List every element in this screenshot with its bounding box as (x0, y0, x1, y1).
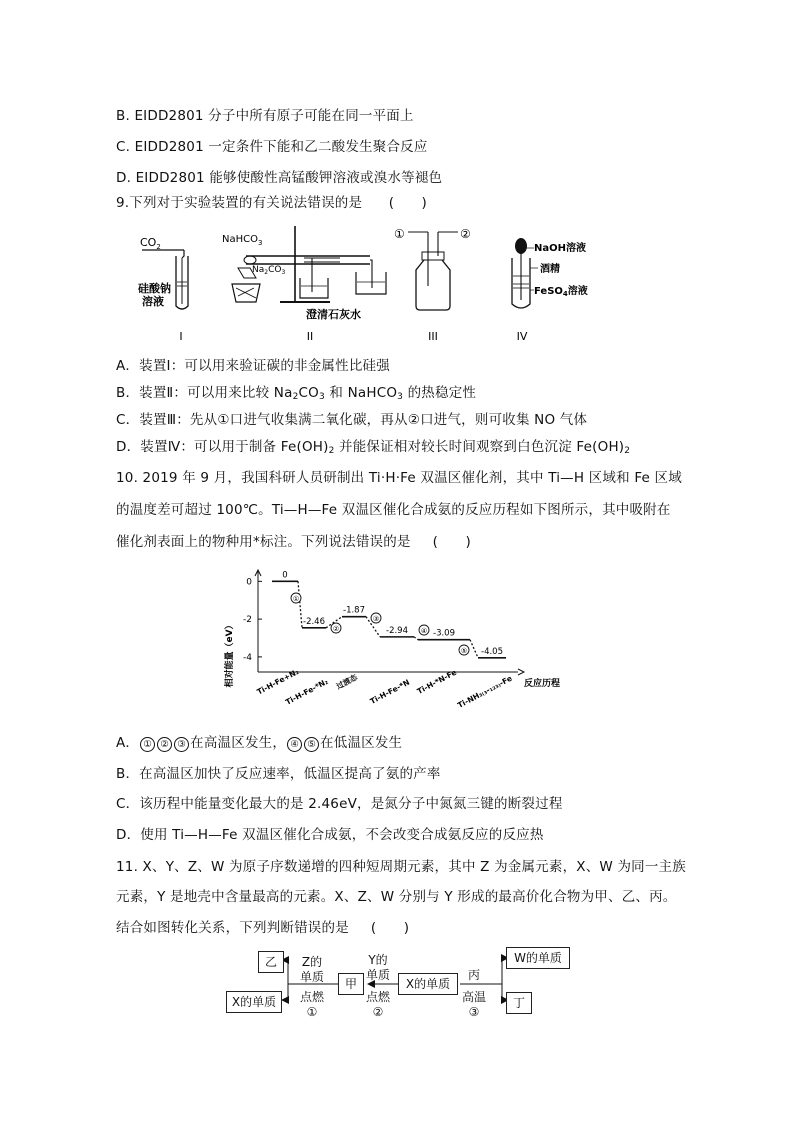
energy-value-label: -4.05 (481, 646, 503, 657)
apparatus-i-solution-2: 溶液 (142, 295, 164, 308)
arrow1-condition: 点燃 ① (300, 990, 325, 1019)
apparatus-iv-numeral: IV (516, 330, 528, 343)
q11-stem-line-3: 结合如图转化关系，下列判断错误的是 ( ) (116, 920, 410, 936)
state-label: Ti-H-*N-Fe (415, 667, 459, 696)
box-w-simple: W的单质 (506, 947, 570, 969)
gas-bottle (416, 260, 450, 310)
apparatus-i-gas-sub: 2 (156, 243, 161, 251)
beaker-right (356, 272, 386, 294)
y-tick-label: -4 (243, 652, 252, 663)
state-label: Ti-H-Fe-*N₂ (284, 676, 330, 707)
apparatus-i-numeral: I (179, 330, 183, 343)
q9-option-a: A．装置Ⅰ：可以用来验证碳的非金属性比硅强 (116, 358, 390, 374)
energy-profile-chart (218, 562, 578, 722)
apparatus-iv (512, 238, 588, 343)
svg-text:CO2 (140, 236, 161, 251)
apparatus-i-solution: 硅酸钠 (138, 282, 171, 295)
apparatus-ii-bottom-label: 澄清石灰水 (306, 308, 361, 321)
apparatus-iii-numeral: III (428, 330, 438, 343)
box-jia: 甲 (338, 973, 364, 995)
q11-answer-bracket: ( ) (370, 920, 410, 936)
beaker-left (300, 278, 328, 298)
step-marker-label: ① (292, 595, 300, 603)
energy-value-label: -3.09 (433, 628, 455, 639)
q9-stem-text: 9.下列对于实验装置的有关说法错误的是 (116, 195, 363, 211)
q10-stem-line-1: 10. 2019 年 9 月，我国科研人员研制出 Ti·H·Fe 双温区催化剂，其中 Ti—H 区域和 Fe 区域 (116, 470, 682, 486)
q8-option-c: C. EIDD2801 一定条件下能和乙二酸发生聚合反应 (116, 139, 428, 155)
step-marker-label: ② (332, 625, 340, 633)
energy-connector (414, 637, 418, 640)
apparatus-ii (222, 226, 386, 343)
arrow2-label: Y的 单质 (366, 953, 391, 982)
box-ding: 丁 (506, 992, 532, 1014)
q10-option-c: C．该历程中能量变化最大的是 2.46eV，是氮分子中氮氮三键的断裂过程 (116, 796, 563, 812)
stopper (422, 252, 444, 260)
arrow2-condition: 点燃 ② (366, 990, 391, 1019)
dropper-bulb (515, 238, 527, 254)
apparatus-i-gas: CO (140, 236, 157, 249)
circled-1: ① (217, 412, 230, 428)
step-marker-label: ⑤ (460, 647, 468, 655)
q11-stem-line-1: 11. X、Y、Z、W 为原子序数递增的四种短周期元素，其中 Z 为金属元素，X、W 为同一主族 (116, 859, 686, 875)
q10-option-d: D．使用 Ti—H—Fe 双温区催化合成氨，不会改变合成氨反应的反应热 (116, 827, 544, 843)
svg-text:酒精: 酒精 (540, 264, 560, 275)
q9-option-d: D．装置Ⅳ：可以用于制备 $Fe(OH)_2$ 并能保证相对较长时间观察到白色沉淀 $Fe(OH)_2$ (116, 439, 631, 456)
apparatus-iii (394, 227, 471, 343)
q11-stem-line-2: 元素，Y 是地壳中含量最高的元素。X、Z、W 分别与 Y 形成的最高价化合物为甲、乙、丙。 (116, 889, 677, 905)
energy-value-label: 0 (282, 570, 288, 581)
svg-text:NaOH溶液: NaOH溶液 (534, 243, 586, 254)
energy-connector (470, 640, 478, 658)
q9-apparatus-figure (130, 222, 610, 346)
arrow1-label: Z的 单质 (300, 955, 325, 984)
y-axis-label: 相对能量（eV） (225, 620, 235, 688)
q8-option-d: D. EIDD2801 能够使酸性高锰酸钾溶液或溴水等褪色 (116, 170, 443, 186)
q10-answer-bracket: ( ) (432, 534, 471, 550)
y-tick-label: 0 (246, 577, 252, 588)
q9-answer-bracket: ( ) (388, 195, 428, 211)
step-marker-label: ③ (372, 615, 380, 623)
energy-value-label: -2.46 (303, 616, 325, 627)
state-label: Ti-H-Fe-*N (368, 677, 412, 706)
q9-option-b: B．装置Ⅱ：可以用来比较 $Na_2CO_3$ 和 NaHCO$_3$ 的热稳定性 (116, 385, 477, 402)
q9-stem (116, 191, 427, 211)
x-axis-label: 反应历程 (524, 679, 561, 689)
apparatus-i (138, 236, 188, 343)
step-marker-label: ④ (420, 627, 428, 635)
arrow3-label: 丙 (468, 968, 481, 982)
state-label: Ti-NH₃₍₃-₁₂₃₎-Fe (456, 673, 514, 710)
svg-text:FeSO4溶液: FeSO$_4$溶液 (534, 286, 588, 298)
energy-connector (298, 581, 302, 627)
svg-text:NaHCO3: NaHCO$_3$ (222, 234, 263, 247)
energy-value-label: -1.87 (343, 605, 365, 616)
box-x-simple-left: X的单质 (226, 991, 282, 1013)
state-label: Ti-H-Fe+N₂ (255, 667, 301, 697)
box-x-simple-mid: X的单质 (398, 973, 458, 995)
q10-option-a: A． ① ② ③ 在高温区发生， ④ ⑤ 在低温区发生 (116, 735, 403, 751)
q9-option-c: C．装置Ⅲ：先从①口进气收集满二氧化碳，再从②口进气，则可收集 NO 气体 (116, 412, 588, 428)
apparatus-ii-numeral: II (306, 330, 314, 343)
q8-option-b: B. EIDD2801 分子中所有原子可能在同一平面上 (116, 108, 414, 124)
circled-2: ② (407, 412, 421, 428)
energy-value-label: -2.94 (386, 625, 408, 636)
svg-text:Na2CO3: $Na_2CO_3$ (252, 265, 286, 276)
y-tick-label: -2 (243, 615, 252, 626)
port-1-label: ① (394, 227, 405, 241)
q10-option-b: B．在高温区加快了反应速率，低温区提高了氨的产率 (116, 766, 441, 782)
q10-stem-line-2: 的温度差可超过 100℃。Ti—H—Fe 双温区催化合成氨的反应历程如下图所示，其中吸附在 (116, 502, 671, 518)
arrow3-condition: 高温 ③ (462, 990, 487, 1019)
state-label: 过渡态 (334, 672, 359, 692)
port-2-label: ② (460, 227, 471, 241)
box-yi: 乙 (258, 951, 284, 973)
q10-stem-line-3: 催化剂表面上的物种用*标注。下列说法错误的是 ( ) (116, 534, 471, 550)
